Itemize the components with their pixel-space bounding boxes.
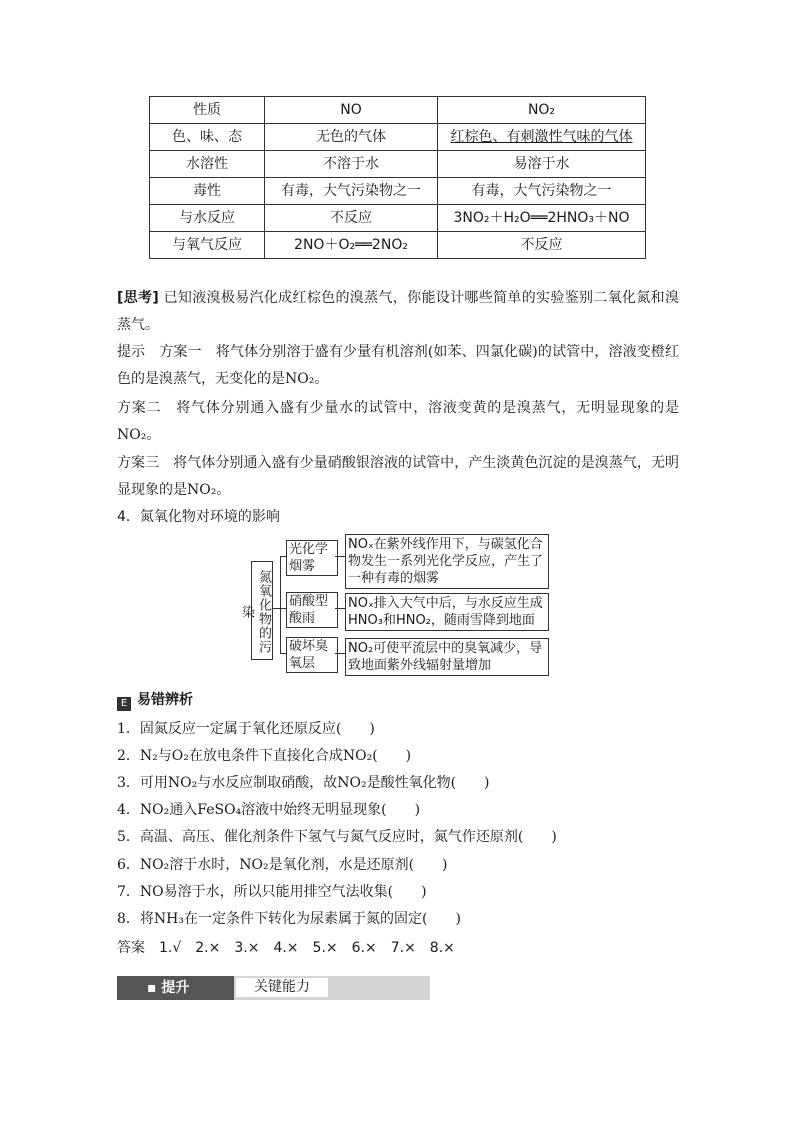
table-cell: 与氧气反应 bbox=[150, 232, 265, 259]
table-cell: 红棕色、有刺激性气味的气体 bbox=[438, 124, 646, 151]
table-cell: 不反应 bbox=[438, 232, 646, 259]
list-item: 5．高温、高压、催化剂条件下氢气与氮气反应时，氮气作还原剂( ) bbox=[117, 829, 557, 845]
no-no2-comparison-table bbox=[149, 96, 646, 259]
errors-heading bbox=[117, 689, 193, 711]
section-4-title: 4．氮氧化物对环境的影响 bbox=[117, 509, 280, 525]
table-cell: 有毒，大气污染物之一 bbox=[438, 178, 646, 205]
connector bbox=[335, 653, 345, 654]
bar-left-text: ▪ 提升 bbox=[147, 980, 190, 996]
table-row bbox=[150, 97, 646, 124]
list-item: 8．将NH₃在一定条件下转化为尿素属于氮的固定( ) bbox=[117, 911, 461, 927]
answer-text: 1.√ 2.× 3.× 4.× 5.× 6.× 7.× 8.× bbox=[159, 940, 455, 956]
table-cell: 无色的气体 bbox=[265, 124, 438, 151]
list-item: 1．固氮反应一定属于氧化还原反应( ) bbox=[117, 721, 375, 737]
table-cell: 不反应 bbox=[265, 205, 438, 232]
connector bbox=[272, 608, 280, 609]
think-text: 已知液溴极易汽化成红棕色的溴蒸气，你能设计哪些简单的实验鉴别二氧化氮和溴蒸气。 bbox=[117, 290, 680, 333]
table-row bbox=[150, 178, 646, 205]
section-e-icon: E bbox=[117, 697, 131, 711]
think-paragraph bbox=[117, 285, 679, 339]
think-tag: [思考] bbox=[117, 290, 159, 306]
table-cell: 不溶于水 bbox=[265, 151, 438, 178]
hint-plan2-text: 方案二 将气体分别通入盛有少量水的试管中，溶液变黄的是溴蒸气，无明显现象的是NO₂。 bbox=[117, 400, 679, 443]
hint-plan3-text: 方案三 将气体分别通入盛有少量硝酸银溶液的试管中，产生淡黄色沉淀的是溴蒸气，无明显现象的是NO₂。 bbox=[117, 455, 679, 498]
hint-plan3 bbox=[117, 450, 679, 504]
hint-plan1 bbox=[117, 339, 679, 393]
section-bar bbox=[117, 976, 430, 1000]
table-cell: 色、味、态 bbox=[150, 124, 265, 151]
list-item: 6．NO₂溶于水时，NO₂是氧化剂，水是还原剂( ) bbox=[117, 857, 448, 873]
list-item: 4．NO₂通入FeSO₄溶液中始终无明显现象( ) bbox=[117, 802, 421, 818]
table-cell: 易溶于水 bbox=[438, 151, 646, 178]
diagram-item-desc: NOₓ在紫外线作用下，与碳氢化合物发生一系列光化学反应，产生了一种有毒的烟雾 bbox=[345, 534, 549, 589]
connector bbox=[335, 608, 345, 609]
table-cell: 2NO＋O₂══2NO₂ bbox=[265, 232, 438, 259]
bar-left-label bbox=[117, 976, 234, 1000]
connector bbox=[335, 556, 345, 557]
diagram-item-name: 破坏臭氧层 bbox=[286, 637, 338, 673]
diagram-root: 氮氧化物的污染 bbox=[251, 561, 273, 660]
list-item: 3．可用NO₂与水反应制取硝酸，故NO₂是酸性氧化物( ) bbox=[117, 775, 490, 791]
list-item: 2．N₂与O₂在放电条件下直接化合成NO₂( ) bbox=[117, 748, 412, 764]
hint-plan1-text: 方案一 将气体分别溶于盛有少量有机溶剂(如苯、四氯化碳)的试管中，溶液变橙红色的是溴蒸气，无变化的是NO₂。 bbox=[117, 344, 680, 387]
table-cell: NO₂ bbox=[438, 97, 646, 124]
diagram-item-desc: NOₓ排入大气中后，与水反应生成HNO₃和HNO₂，随雨雪降到地面 bbox=[345, 593, 549, 631]
table-cell: 性质 bbox=[150, 97, 265, 124]
table-row bbox=[150, 232, 646, 259]
table-cell: 水溶性 bbox=[150, 151, 265, 178]
hint-plan2 bbox=[117, 395, 679, 449]
table-row bbox=[150, 124, 646, 151]
diagram-item-name: 光化学烟雾 bbox=[286, 540, 338, 576]
table-row bbox=[150, 205, 646, 232]
answer-label: 答案 bbox=[117, 940, 145, 956]
table-cell: 与水反应 bbox=[150, 205, 265, 232]
table-row bbox=[150, 151, 646, 178]
list-item: 7．NO易溶于水，所以只能用排空气法收集( ) bbox=[117, 884, 427, 900]
answer-line bbox=[117, 938, 455, 958]
diagram-item-name: 硝酸型酸雨 bbox=[286, 592, 338, 628]
connector bbox=[280, 556, 281, 653]
hint-tag: 提示 bbox=[117, 344, 146, 360]
errors-title: 易错辨析 bbox=[137, 692, 193, 708]
bar-right-label: 关键能力 bbox=[236, 978, 328, 997]
table-cell: 3NO₂＋H₂O══2HNO₃＋NO bbox=[438, 205, 646, 232]
table-cell: NO bbox=[265, 97, 438, 124]
table-cell: 毒性 bbox=[150, 178, 265, 205]
diagram-item-desc: NO₂可使平流层中的臭氧减少，导致地面紫外线辐射量增加 bbox=[345, 638, 549, 676]
table-cell: 有毒，大气污染物之一 bbox=[265, 178, 438, 205]
